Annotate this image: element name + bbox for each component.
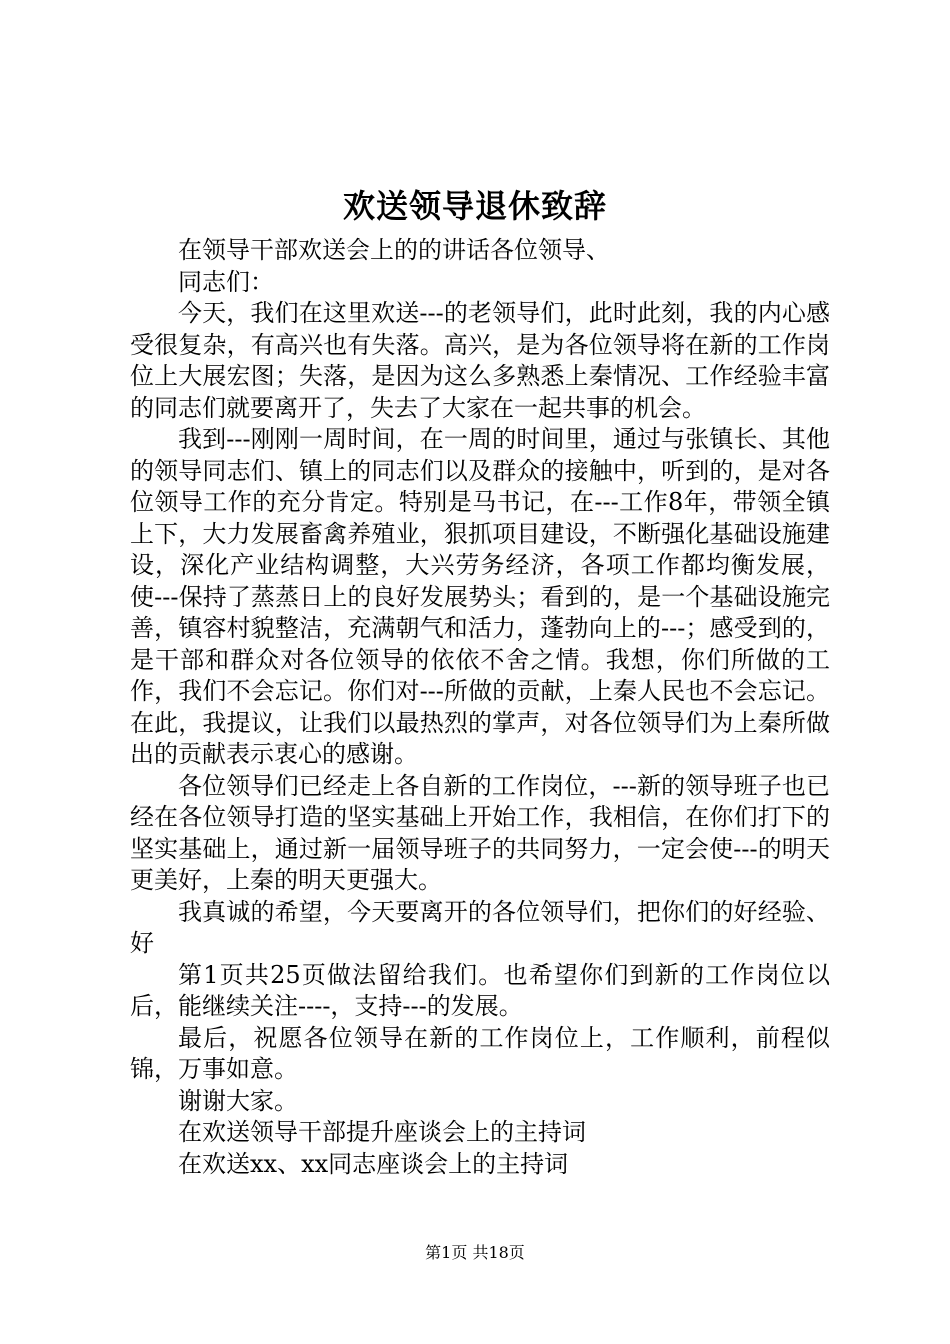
- paragraph-9: 谢谢大家。: [178, 1086, 298, 1115]
- paragraph-6: 我真诚的希望，今天要离开的各位领导们，把你们的好经验、好: [130, 897, 830, 957]
- paragraph-10: 在欢送领导干部提升座谈会上的主持词: [178, 1118, 586, 1146]
- page-footer: 第1页 共18页: [425, 1243, 525, 1262]
- paragraph-1: 在领导干部欢送会上的的讲话各位领导、: [178, 236, 610, 264]
- paragraph-5: 各位领导们已经走上各自新的工作岗位，---新的领导班子也已经在各位领导打造的坚实基础上开始工作，我相信，在你们打下的坚实基础上，通过新一届领导班子的共同努力，一定会使---的明天更美好，上秦的明天更强大。: [130, 771, 830, 894]
- paragraph-8: 最后，祝愿各位领导在新的工作岗位上，工作顺利，前程似锦，万事如意。: [130, 1023, 830, 1083]
- paragraph-2: 同志们：: [178, 267, 274, 296]
- paragraph-4: 我到---刚刚一周时间，在一周的时间里，通过与张镇长、其他的领导同志们、镇上的同志们以及群众的接触中，听到的，是对各位领导工作的充分肯定。特别是马书记，在---工作8年，带领全镇上下，大力发展畜禽养殖业，狠抓项目建设，不断强化基础设施建设，深化产业结构调整，大兴劳务经济，各项工作都均衡发展，使---保持了蒸蒸日上的良好发展势头；看到的，是一个基础设施完善，镇容村貌整洁，充满朝气和活力，蓬勃向上的---；感受到的，是干部和群众对各位领导的依依不舍之情。我想，你们所做的工作，我们不会忘记。你们对---所做的贡献，上秦人民也不会忘记。在此，我提议，让我们以最热烈的掌声，对各位领导们为上秦所做出的贡献表示衷心的感谢。: [130, 425, 830, 768]
- paragraph-11: 在欢送xx、xx同志座谈会上的主持词: [178, 1149, 569, 1178]
- document-title: 欢送领导退休致辞: [342, 187, 607, 225]
- paragraph-3: 今天，我们在这里欢送---的老领导们，此时此刻，我的内心感受很复杂，有高兴也有失落。高兴，是为各位领导将在新的工作岗位上大展宏图；失落，是因为这么多熟悉上秦情况、工作经验丰富的同志们就要离开了，失去了大家在一起共事的机会。: [130, 299, 830, 422]
- document-body: [130, 235, 830, 1180]
- paragraph-7: 第1页共25页做法留给我们。也希望你们到新的工作岗位以后，能继续关注----，支持---的发展。: [130, 960, 830, 1020]
